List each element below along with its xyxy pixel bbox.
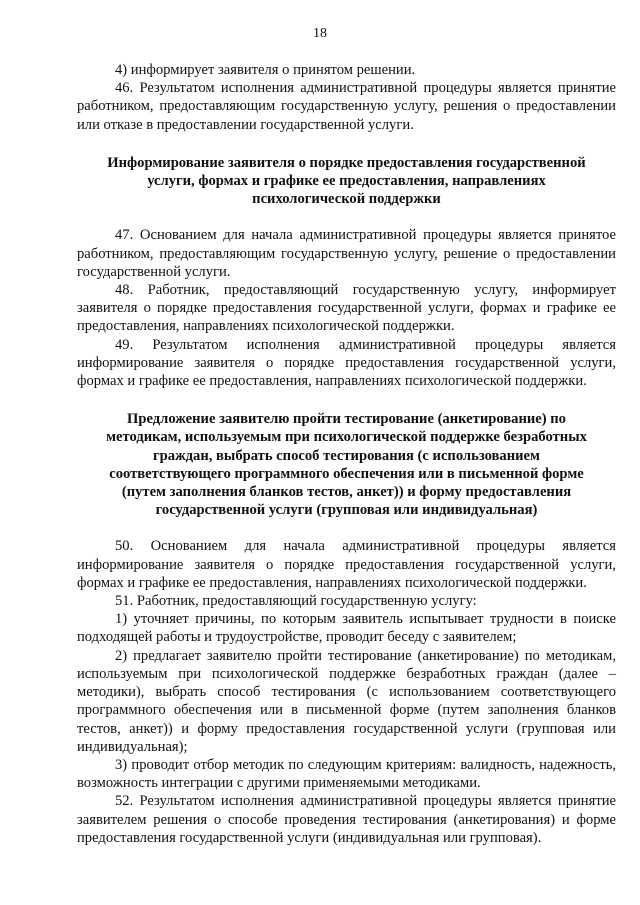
paragraph-52: 52. Результатом исполнения административной процедуры является принятие заявителем решения о способе проведения тестирования (анкетирования) и форме предоставления государственной услуги (индивидуальная или групповая). <box>77 793 616 846</box>
document-body <box>77 61 616 847</box>
paragraph-51-item-1: 1) уточняет причины, по которым заявитель испытывает трудности в поиске подходящей работы и трудоустройстве, проводит беседу с заявителем; <box>77 611 616 646</box>
paragraph-49: 49. Результатом исполнения административной процедуры является информирование заявителя о порядке предоставления государственной услуги, формах и графике ее предоставления, направлениях психологической поддержки. <box>77 336 616 390</box>
paragraph-46: 46. Результатом исполнения административной процедуры является принятие работником, предоставляющим государственную услугу, решения о предоставлении или отказе в предоставлении государственной услуги. <box>77 80 616 133</box>
paragraph-47: 47. Основанием для начала административной процедуры является принятое работником, предоставляющим государственную услугу, решение о предоставлении государственной услуги. <box>77 227 616 280</box>
section-heading-informing: Информирование заявителя о порядке предоставления государственной услуги, формах и графике ее предоставления, направлениях психологической поддержки <box>107 154 586 208</box>
paragraph-50: 50. Основанием для начала административной процедуры является информирование заявителя о порядке предоставления государственной услуги, формах и графике ее предоставления, направлениях психологической поддержки. <box>77 538 616 591</box>
paragraph-51-item-2: 2) предлагает заявителю пройти тестирование (анкетирование) по методикам, используемым при психологической поддержке безработных граждан (далее – методики), выбрать способ тестирования (с использованием соответствующего программного обеспечения или в письменной форме (путем заполнения бланков тестов, анкет)) и форму предоставления государственной услуги (групповая или индивидуальная); <box>77 647 616 755</box>
paragraph-51-item-3: 3) проводит отбор методик по следующим критериям: валидность, надежность, возможность интеграции с другими применяемыми методиками. <box>77 756 616 792</box>
page-number: 18 <box>313 26 327 41</box>
paragraph-48: 48. Работник, предоставляющий государственную услугу, информирует заявителя о порядке предоставления государственной услуги, формах и графике ее предоставления, направлениях психологической поддержки. <box>77 282 616 335</box>
paragraph-item-4: 4) информирует заявителя о принятом решении. <box>115 62 416 78</box>
section-heading-testing-offer: Предложение заявителю пройти тестирование (анкетирование) по методикам, используемым при психологической поддержке безработных граждан, выбрать способ тестирования (с использованием соответствующего программного обеспечения или в письменной форме (путем заполнения бланков тестов, анкет)) и форму предоставления государственной услуги (групповая или индивидуальная) <box>106 411 587 519</box>
paragraph-51: 51. Работник, предоставляющий государственную услугу: <box>115 593 477 610</box>
